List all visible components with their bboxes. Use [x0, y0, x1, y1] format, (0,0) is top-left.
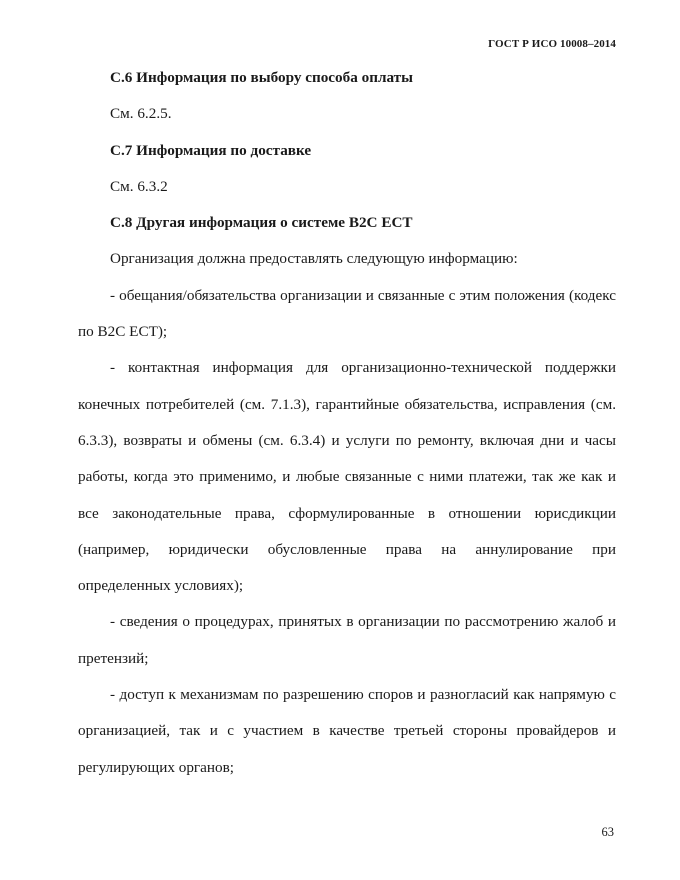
list-item-dispute-resolution: - доступ к механизмам по разрешению споров и разногласий как напрямую с организацией, так и с участием в качестве третьей стороны провайдеров и регулирующих органов; [78, 686, 616, 776]
list-item-promises: - обещания/обязательства организации и связанные с этим положения (кодекс по B2C ECT); [78, 286, 616, 341]
section-heading-c8: С.8 Другая информация о системе B2C ECT [110, 214, 413, 232]
section-c7-text: См. 6.3.2 [110, 177, 168, 195]
section-c6-text: См. 6.2.5. [110, 105, 172, 123]
page-number: 63 [601, 825, 614, 839]
page-content [78, 60, 616, 786]
section-c8-intro: Организация должна предоставлять следующую информацию: [110, 250, 518, 268]
document-code-header: ГОСТ Р ИСО 10008–2014 [488, 38, 616, 50]
section-heading-c7: С.7 Информация по доставке [110, 141, 312, 159]
list-item-contact-info: - контактная информация для организационно-технической поддержки конечных потребителей (см. 7.1.3), гарантийные обязательства, исправления (см. 6.3.3), возвраты и обмены (см. 6.3.4) и услуги по ремонту, включая дни и часы работы, когда это применимо, и любые связанные с ними платежи, так же как и все законодательные права, сформулированные в отношении юрисдикции (например, юридически обусловленные права на аннулирование при определенных условиях); [78, 359, 616, 595]
section-heading-c6: С.6 Информация по выбору способа оплаты [110, 69, 414, 86]
list-item-complaints: - сведения о процедурах, принятых в организации по рассмотрению жалоб и претензий; [78, 613, 616, 667]
